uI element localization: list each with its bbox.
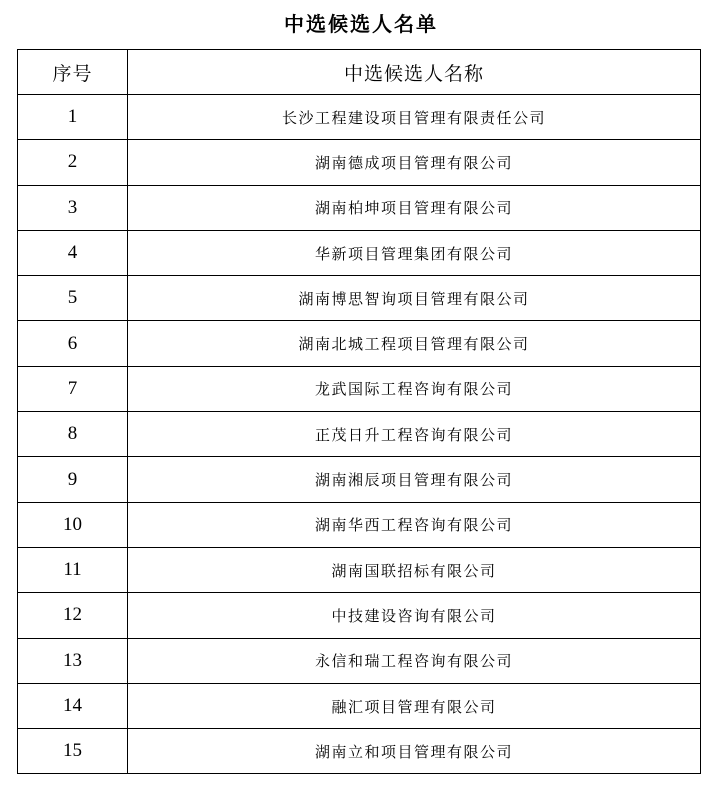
table-row (18, 95, 701, 140)
table-row (18, 457, 701, 502)
candidate-name: 长沙工程建设项目管理有限责任公司 (128, 95, 701, 140)
row-index: 5 (18, 276, 128, 321)
row-index: 2 (18, 140, 128, 185)
table-row (18, 412, 701, 457)
row-index: 4 (18, 230, 128, 275)
candidate-name: 湖南国联招标有限公司 (128, 547, 701, 592)
candidate-name: 湖南湘辰项目管理有限公司 (128, 457, 701, 502)
table-row (18, 366, 701, 411)
candidate-name: 中技建设咨询有限公司 (128, 593, 701, 638)
header-index: 序号 (18, 50, 128, 95)
row-index: 12 (18, 593, 128, 638)
candidate-name: 龙武国际工程咨询有限公司 (128, 366, 701, 411)
row-index: 9 (18, 457, 128, 502)
candidate-name: 湖南博思智询项目管理有限公司 (128, 276, 701, 321)
row-index: 13 (18, 638, 128, 683)
table-row (18, 683, 701, 728)
table-body (18, 95, 701, 774)
table-row (18, 729, 701, 774)
candidate-name: 湖南柏坤项目管理有限公司 (128, 185, 701, 230)
candidate-name: 永信和瑞工程咨询有限公司 (128, 638, 701, 683)
row-index: 10 (18, 502, 128, 547)
row-index: 11 (18, 547, 128, 592)
candidate-name: 正茂日升工程咨询有限公司 (128, 412, 701, 457)
table-row (18, 140, 701, 185)
candidate-name: 湖南华西工程咨询有限公司 (128, 502, 701, 547)
table-row (18, 547, 701, 592)
document-title: 中选候选人名单 (284, 12, 438, 36)
table-header-row (18, 50, 701, 95)
row-index: 3 (18, 185, 128, 230)
table-row (18, 185, 701, 230)
candidate-name: 华新项目管理集团有限公司 (128, 230, 701, 275)
table-row (18, 230, 701, 275)
candidates-table (17, 49, 701, 774)
row-index: 15 (18, 729, 128, 774)
table-row (18, 638, 701, 683)
row-index: 6 (18, 321, 128, 366)
candidate-name: 湖南立和项目管理有限公司 (128, 729, 701, 774)
candidate-name: 融汇项目管理有限公司 (128, 683, 701, 728)
candidate-name: 湖南德成项目管理有限公司 (128, 140, 701, 185)
header-name: 中选候选人名称 (128, 50, 701, 95)
row-index: 8 (18, 412, 128, 457)
row-index: 14 (18, 683, 128, 728)
candidate-name: 湖南北城工程项目管理有限公司 (128, 321, 701, 366)
row-index: 7 (18, 366, 128, 411)
row-index: 1 (18, 95, 128, 140)
table-row (18, 276, 701, 321)
table-row (18, 502, 701, 547)
table-row (18, 321, 701, 366)
table-row (18, 593, 701, 638)
